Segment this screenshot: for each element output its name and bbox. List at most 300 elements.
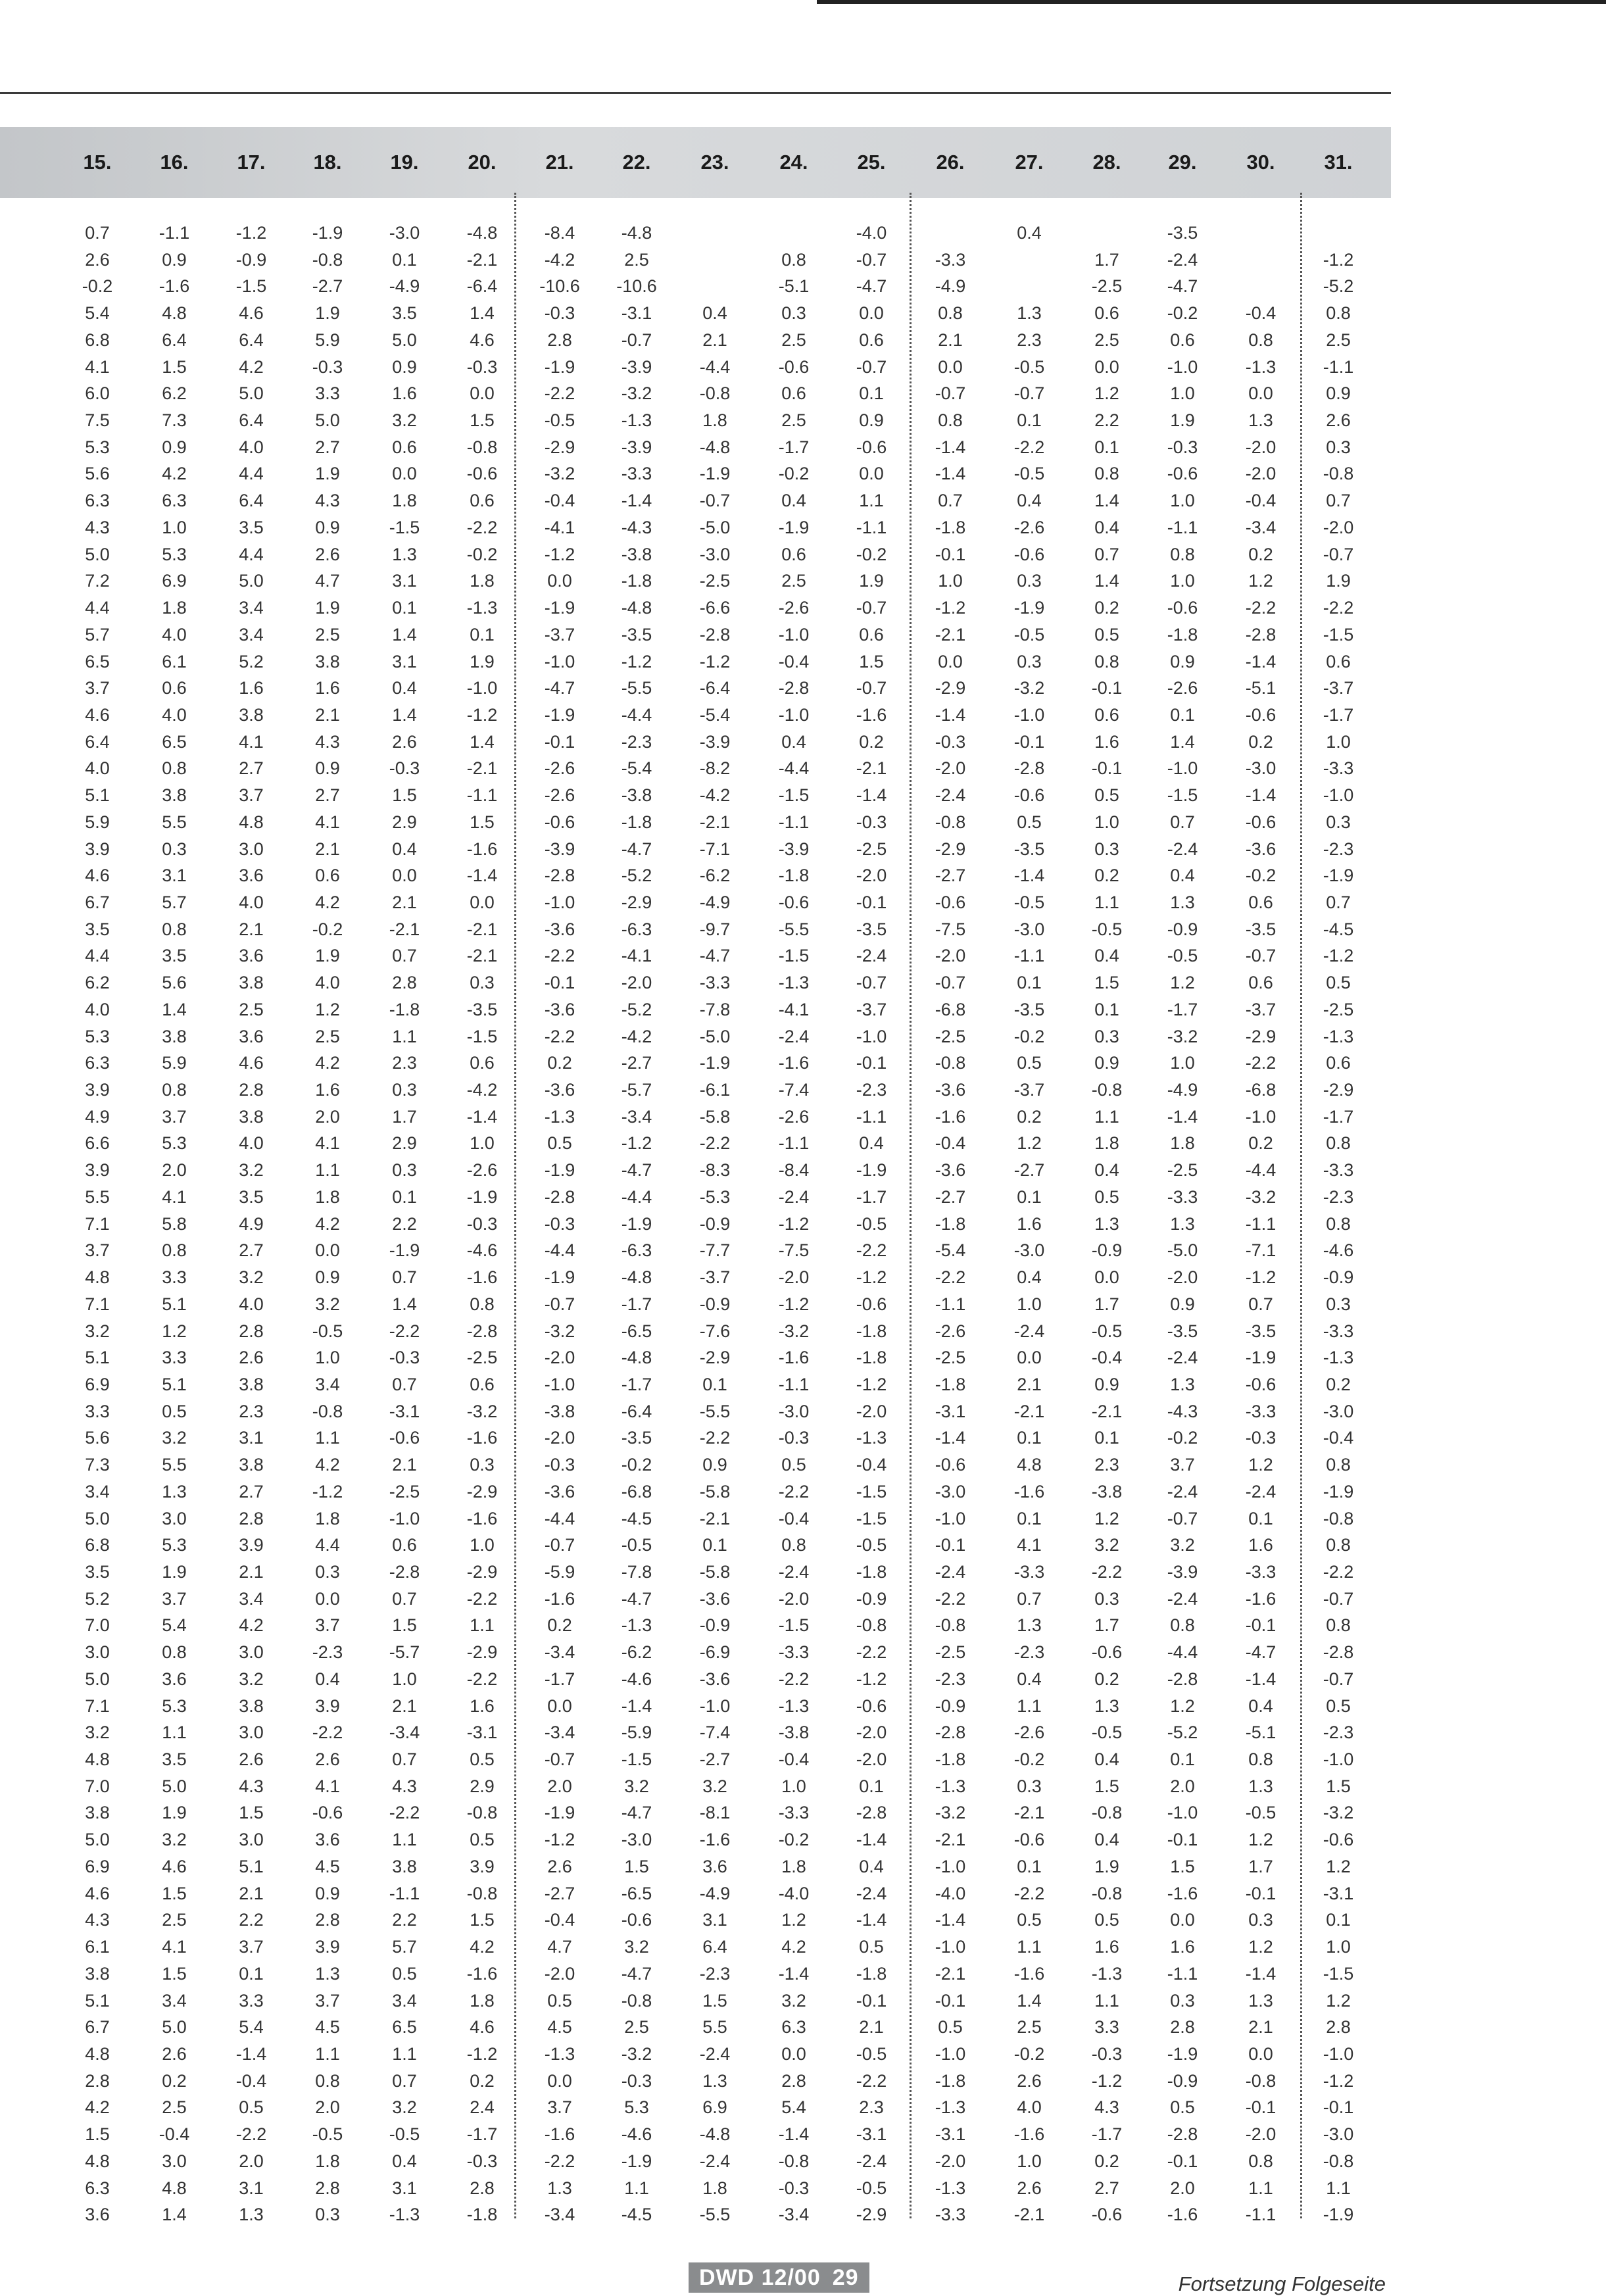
table-cell: -3.7 [699, 1267, 731, 1288]
table-cell: -0.4 [1323, 1428, 1354, 1448]
table-cell: -4.4 [621, 1186, 652, 1207]
table-cell: 1.1 [315, 2043, 340, 2064]
table-cell: -2.0 [935, 2151, 966, 2171]
table-cell: -1.7 [778, 437, 810, 457]
table-cell: 3.2 [624, 1776, 649, 1796]
table-cell: -1.6 [466, 1428, 498, 1448]
table-cell: 0.6 [1094, 704, 1119, 725]
table-cell: 5.1 [85, 785, 110, 806]
day-header-28: 28. [1092, 151, 1121, 174]
table-cell: -1.2 [856, 1669, 887, 1689]
table-cell: 1.9 [315, 598, 340, 618]
table-cell: -3.3 [1323, 1321, 1354, 1341]
table-cell: 2.8 [392, 973, 417, 993]
table-cell: 3.4 [239, 1588, 264, 1609]
table-cell: -3.5 [1245, 919, 1277, 939]
table-cell: -0.6 [856, 437, 887, 457]
table-cell: -2.6 [466, 1160, 498, 1181]
table-cell: 2.1 [239, 919, 264, 939]
table-cell: -9.7 [699, 919, 731, 939]
table-cell: 1.3 [702, 2070, 727, 2091]
table-cell: -1.3 [935, 1776, 966, 1796]
table-cell: 0.8 [162, 758, 187, 779]
table-cell: 3.7 [547, 2097, 572, 2118]
table-cell: -1.0 [1323, 1749, 1354, 1770]
table-cell: -3.0 [778, 1401, 810, 1421]
table-cell: -1.2 [466, 704, 498, 725]
table-cell: -3.7 [1013, 1080, 1045, 1100]
table-cell: -1.9 [856, 1160, 887, 1181]
table-cell: 3.3 [85, 1401, 110, 1421]
table-cell: 0.0 [1170, 1910, 1195, 1930]
table-cell: -1.4 [1245, 785, 1277, 806]
table-cell: 5.5 [162, 812, 187, 832]
table-cell: -0.8 [856, 1615, 887, 1636]
table-cell: -0.3 [466, 356, 498, 377]
table-cell: -4.1 [621, 946, 652, 966]
table-cell: 1.7 [1094, 249, 1119, 270]
table-cell: -1.4 [1013, 866, 1045, 886]
table-cell: 1.4 [1017, 1990, 1042, 2011]
table-cell: -1.5 [235, 276, 267, 297]
table-cell: 2.4 [470, 2097, 495, 2118]
table-cell: -10.6 [539, 276, 580, 297]
table-cell: 0.6 [859, 330, 884, 350]
table-cell: -3.4 [778, 2205, 810, 2225]
table-cell: 0.3 [315, 1562, 340, 1582]
table-cell: 4.5 [315, 2017, 340, 2038]
table-cell: -0.7 [856, 356, 887, 377]
table-cell: 6.9 [702, 2097, 727, 2118]
table-cell: -0.6 [1013, 1830, 1045, 1850]
table-cell: 3.7 [1170, 1455, 1195, 1475]
table-cell: 3.2 [392, 410, 417, 431]
table-cell: 1.5 [702, 1990, 727, 2011]
table-cell: 1.2 [1248, 1830, 1273, 1850]
table-cell: 3.8 [392, 1856, 417, 1876]
table-cell: 4.6 [239, 303, 264, 324]
table-cell: -2.2 [1245, 598, 1277, 618]
table-cell: -8.4 [778, 1160, 810, 1181]
table-cell: 1.1 [1094, 892, 1119, 912]
table-cell: 1.6 [1017, 1213, 1042, 1234]
table-cell: 7.1 [85, 1213, 110, 1234]
table-cell: 0.9 [392, 356, 417, 377]
table-cell: 1.0 [1326, 1937, 1351, 1957]
table-cell: -4.7 [1245, 1642, 1277, 1663]
table-cell: -0.7 [544, 1535, 575, 1555]
table-cell: -1.2 [856, 1267, 887, 1288]
table-cell: -2.3 [1013, 1642, 1045, 1663]
table-cell: 1.5 [1326, 1776, 1351, 1796]
table-cell: 0.5 [392, 1963, 417, 1984]
table-cell: -2.3 [1323, 1186, 1354, 1207]
table-cell: 0.5 [1017, 812, 1042, 832]
day-header-23: 23. [700, 151, 729, 174]
table-cell: -3.4 [389, 1722, 420, 1743]
table-cell: 0.8 [781, 1535, 806, 1555]
table-cell: -1.0 [1323, 785, 1354, 806]
table-cell: -2.6 [544, 758, 575, 779]
table-cell: -1.9 [544, 1803, 575, 1823]
table-cell: 0.3 [1326, 812, 1351, 832]
table-cell: -3.9 [544, 839, 575, 859]
table-cell: -2.0 [544, 1428, 575, 1448]
table-cell: 4.2 [315, 1213, 340, 1234]
table-cell: 6.1 [162, 651, 187, 672]
table-cell: -0.6 [1245, 812, 1277, 832]
table-cell: 3.8 [85, 1803, 110, 1823]
table-cell: -2.2 [466, 1669, 498, 1689]
table-cell: 1.3 [1017, 303, 1042, 324]
table-cell: -3.6 [544, 999, 575, 1019]
table-cell: -0.1 [856, 1053, 887, 1073]
table-cell: -3.9 [699, 731, 731, 752]
table-cell: 4.3 [239, 1776, 264, 1796]
table-cell: -2.7 [312, 276, 343, 297]
table-cell: -3.8 [621, 544, 652, 564]
table-cell: -1.6 [856, 704, 887, 725]
table-cell: -1.8 [856, 1348, 887, 1368]
table-cell: 3.6 [702, 1856, 727, 1876]
table-cell: -0.6 [856, 1696, 887, 1716]
table-cell: -1.7 [1323, 1106, 1354, 1127]
table-cell: -3.4 [544, 2205, 575, 2225]
table-cell: -1.3 [935, 2178, 966, 2198]
table-cell: 0.8 [1170, 544, 1195, 564]
table-cell: -0.2 [856, 544, 887, 564]
column-separator [910, 193, 912, 2218]
table-cell: 4.2 [239, 356, 264, 377]
table-cell: 0.7 [392, 2070, 417, 2091]
table-cell: -3.5 [1245, 1321, 1277, 1341]
table-cell: 0.7 [85, 223, 110, 243]
table-cell: 3.6 [239, 866, 264, 886]
table-cell: 1.3 [315, 1963, 340, 1984]
table-cell: -5.8 [699, 1562, 731, 1582]
table-cell: -1.8 [621, 571, 652, 591]
table-cell: 0.1 [1170, 704, 1195, 725]
table-cell: 3.4 [85, 1481, 110, 1502]
table-cell: 1.2 [1170, 973, 1195, 993]
table-cell: -0.7 [621, 330, 652, 350]
table-cell: 2.8 [781, 2070, 806, 2091]
table-cell: 0.4 [1248, 1696, 1273, 1716]
table-cell: -2.4 [699, 2151, 731, 2171]
table-cell: -1.9 [1323, 866, 1354, 886]
table-cell: 5.0 [392, 330, 417, 350]
table-cell: 1.3 [1170, 1213, 1195, 1234]
table-cell: 2.6 [1017, 2070, 1042, 2091]
table-cell: -1.4 [1245, 1669, 1277, 1689]
table-cell: 2.7 [315, 437, 340, 457]
table-cell: -4.7 [621, 1160, 652, 1181]
table-cell: 1.0 [938, 571, 963, 591]
table-cell: 4.3 [315, 491, 340, 511]
table-cell: -1.0 [856, 1026, 887, 1046]
day-header-25: 25. [857, 151, 886, 174]
table-cell: 0.1 [1017, 1428, 1042, 1448]
table-cell: 5.3 [162, 1535, 187, 1555]
table-cell: 3.9 [85, 1160, 110, 1181]
table-cell: 3.2 [392, 2097, 417, 2118]
table-cell: 1.6 [1170, 1937, 1195, 1957]
table-cell: 0.4 [859, 1133, 884, 1154]
table-cell: -1.3 [935, 2097, 966, 2118]
table-cell: 2.0 [162, 1160, 187, 1181]
table-cell: -4.9 [699, 1883, 731, 1903]
table-cell: -0.7 [856, 678, 887, 698]
table-cell: -2.4 [778, 1026, 810, 1046]
table-cell: 6.6 [85, 1133, 110, 1154]
table-cell: -0.8 [466, 1883, 498, 1903]
table-cell: 1.7 [392, 1106, 417, 1127]
table-cell: 1.8 [315, 2151, 340, 2171]
table-cell: -0.8 [699, 383, 731, 404]
table-cell: -4.4 [544, 1508, 575, 1528]
table-cell: -0.1 [1245, 1615, 1277, 1636]
table-cell: -4.7 [621, 1588, 652, 1609]
table-cell: 1.0 [470, 1133, 495, 1154]
table-cell: 1.4 [1094, 491, 1119, 511]
table-cell: -0.6 [312, 1803, 343, 1823]
table-cell: 7.3 [162, 410, 187, 431]
table-cell: 6.5 [162, 731, 187, 752]
table-cell: 0.3 [1017, 571, 1042, 591]
table-cell: 1.2 [1248, 1937, 1273, 1957]
table-cell: 4.1 [315, 812, 340, 832]
table-cell: 2.0 [315, 1106, 340, 1127]
table-cell: -3.6 [935, 1160, 966, 1181]
table-cell: 1.5 [859, 651, 884, 672]
table-cell: -1.5 [856, 1481, 887, 1502]
table-cell: 3.3 [315, 383, 340, 404]
table-cell: 2.7 [239, 1481, 264, 1502]
table-cell: 2.9 [470, 1776, 495, 1796]
table-cell: 0.6 [1326, 651, 1351, 672]
table-cell: -6.6 [699, 598, 731, 618]
table-cell: 0.2 [1248, 544, 1273, 564]
table-cell: 0.8 [162, 1642, 187, 1663]
table-cell: 0.0 [1094, 1267, 1119, 1288]
table-cell: 4.4 [85, 598, 110, 618]
table-cell: 2.5 [162, 1910, 187, 1930]
table-cell: 0.7 [1326, 491, 1351, 511]
table-cell: -2.8 [1323, 1642, 1354, 1663]
table-cell: 5.9 [162, 1053, 187, 1073]
table-cell: 4.7 [315, 571, 340, 591]
table-cell: -1.9 [389, 1240, 420, 1261]
table-cell: -0.1 [1013, 731, 1045, 752]
table-cell: -3.1 [621, 303, 652, 324]
table-cell: -2.9 [466, 1481, 498, 1502]
table-cell: -0.6 [1167, 598, 1198, 618]
table-cell: 3.2 [239, 1669, 264, 1689]
table-cell: -2.8 [389, 1562, 420, 1582]
table-cell: -1.0 [1167, 1803, 1198, 1823]
table-cell: -6.3 [621, 919, 652, 939]
table-cell: 0.0 [781, 2043, 806, 2064]
table-cell: -1.6 [544, 1588, 575, 1609]
table-cell: -1.0 [466, 678, 498, 698]
table-cell: 2.2 [1094, 410, 1119, 431]
table-cell: -3.5 [621, 1428, 652, 1448]
table-cell: 3.6 [239, 946, 264, 966]
table-cell: -6.2 [699, 866, 731, 886]
table-cell: -3.6 [544, 1481, 575, 1502]
table-cell: -1.5 [778, 946, 810, 966]
table-cell: 1.0 [1017, 2151, 1042, 2171]
table-cell: -0.9 [235, 249, 267, 270]
table-cell: 6.8 [85, 330, 110, 350]
table-cell: -1.4 [935, 1428, 966, 1448]
table-cell: -1.0 [778, 704, 810, 725]
table-cell: -2.0 [544, 1348, 575, 1368]
table-cell: 2.0 [239, 2151, 264, 2171]
table-cell: -1.6 [935, 1106, 966, 1127]
day-header-29: 29. [1168, 151, 1197, 174]
table-cell: -5.2 [1323, 276, 1354, 297]
table-cell: -2.2 [544, 383, 575, 404]
table-cell: -0.8 [935, 1615, 966, 1636]
table-cell: 3.9 [85, 839, 110, 859]
table-cell: -3.3 [778, 1642, 810, 1663]
table-cell: 0.6 [470, 491, 495, 511]
table-cell: 1.3 [239, 2205, 264, 2225]
table-cell: 0.1 [470, 624, 495, 645]
table-cell: -4.2 [544, 249, 575, 270]
table-cell: 0.8 [1326, 1615, 1351, 1636]
table-cell: 0.9 [1326, 383, 1351, 404]
table-cell: -7.8 [621, 1562, 652, 1582]
table-cell: -1.4 [856, 785, 887, 806]
table-cell: 3.5 [85, 1562, 110, 1582]
table-cell: 4.4 [85, 946, 110, 966]
table-cell: 4.6 [85, 1883, 110, 1903]
table-cell: 3.7 [239, 785, 264, 806]
table-cell: -0.5 [1167, 946, 1198, 966]
table-cell: -1.3 [1245, 356, 1277, 377]
table-cell: -4.1 [778, 999, 810, 1019]
table-cell: -1.8 [856, 1321, 887, 1341]
table-cell: 4.2 [781, 1937, 806, 1957]
table-cell: 7.1 [85, 1696, 110, 1716]
table-cell: 1.5 [239, 1803, 264, 1823]
table-cell: -5.0 [699, 1026, 731, 1046]
table-cell: 4.8 [85, 2043, 110, 2064]
day-header-21: 21. [545, 151, 574, 174]
table-cell: -0.3 [778, 2178, 810, 2198]
table-cell: 1.1 [1017, 1937, 1042, 1957]
table-cell: -1.9 [778, 517, 810, 537]
table-cell: 0.5 [470, 1830, 495, 1850]
table-cell: -2.3 [856, 1080, 887, 1100]
table-cell: 6.4 [85, 731, 110, 752]
table-cell: 0.7 [1094, 544, 1119, 564]
table-cell: -3.1 [389, 1401, 420, 1421]
table-cell: -2.0 [856, 1401, 887, 1421]
table-cell: 1.5 [392, 1615, 417, 1636]
table-cell: -2.3 [1323, 839, 1354, 859]
table-cell: 4.1 [162, 1937, 187, 1957]
table-cell: -0.2 [778, 464, 810, 484]
table-cell: -3.3 [1013, 1562, 1045, 1582]
table-cell: -0.1 [856, 892, 887, 912]
table-cell: -2.7 [935, 866, 966, 886]
table-cell: 3.6 [85, 2205, 110, 2225]
table-cell: -2.8 [544, 1186, 575, 1207]
table-cell: 3.0 [162, 1508, 187, 1528]
table-cell: 0.7 [1017, 1588, 1042, 1609]
table-cell: -2.4 [778, 1186, 810, 1207]
table-cell: 2.1 [1248, 2017, 1273, 2038]
table-cell: -0.3 [1091, 2043, 1123, 2064]
table-cell: -3.0 [621, 1830, 652, 1850]
table-cell: -0.6 [1013, 544, 1045, 564]
table-cell: -0.7 [1245, 946, 1277, 966]
table-cell: -3.7 [1245, 999, 1277, 1019]
table-cell: -1.1 [778, 812, 810, 832]
table-cell: 0.2 [470, 2070, 495, 2091]
table-cell: -3.5 [1167, 1321, 1198, 1341]
table-cell: -1.5 [1167, 785, 1198, 806]
table-cell: -0.8 [1323, 464, 1354, 484]
table-cell: -0.6 [856, 1294, 887, 1314]
table-cell: -0.9 [699, 1213, 731, 1234]
table-cell: -3.7 [544, 624, 575, 645]
table-cell: -4.6 [621, 1669, 652, 1689]
table-cell: 4.8 [85, 2151, 110, 2171]
table-cell: -0.3 [466, 1213, 498, 1234]
table-cell: -6.8 [1245, 1080, 1277, 1100]
table-cell: 0.9 [1094, 1053, 1119, 1073]
table-cell: 0.4 [392, 678, 417, 698]
table-cell: -4.5 [621, 1508, 652, 1528]
table-cell: 0.0 [938, 356, 963, 377]
table-cell: 2.6 [1326, 410, 1351, 431]
table-cell: 1.0 [470, 1535, 495, 1555]
table-cell: -1.0 [699, 1696, 731, 1716]
table-cell: -1.0 [778, 624, 810, 645]
table-cell: -1.1 [778, 1374, 810, 1394]
table-cell: -3.0 [1245, 758, 1277, 779]
table-cell: -2.5 [935, 1642, 966, 1663]
table-cell: 0.1 [1170, 1749, 1195, 1770]
table-cell: 0.9 [859, 410, 884, 431]
table-cell: 0.1 [1017, 1186, 1042, 1207]
table-cell: 0.6 [315, 866, 340, 886]
table-cell: -4.9 [935, 276, 966, 297]
table-cell: -3.0 [1323, 2124, 1354, 2145]
table-cell: 2.1 [392, 1455, 417, 1475]
table-cell: -4.5 [1323, 919, 1354, 939]
table-cell: -8.4 [544, 223, 575, 243]
table-cell: 0.2 [1094, 2151, 1119, 2171]
table-cell: -3.0 [699, 544, 731, 564]
table-cell: -1.4 [466, 1106, 498, 1127]
table-cell: 4.3 [85, 517, 110, 537]
table-cell: -2.2 [935, 1588, 966, 1609]
table-cell: -4.6 [466, 1240, 498, 1261]
table-cell: 0.7 [392, 1374, 417, 1394]
table-cell: 0.5 [1326, 1696, 1351, 1716]
table-cell: -3.3 [778, 1803, 810, 1823]
table-cell: -2.2 [856, 1642, 887, 1663]
table-cell: 0.8 [470, 1294, 495, 1314]
table-cell: 1.3 [1094, 1213, 1119, 1234]
table-cell: -2.6 [778, 1106, 810, 1127]
table-cell: -1.0 [1167, 758, 1198, 779]
